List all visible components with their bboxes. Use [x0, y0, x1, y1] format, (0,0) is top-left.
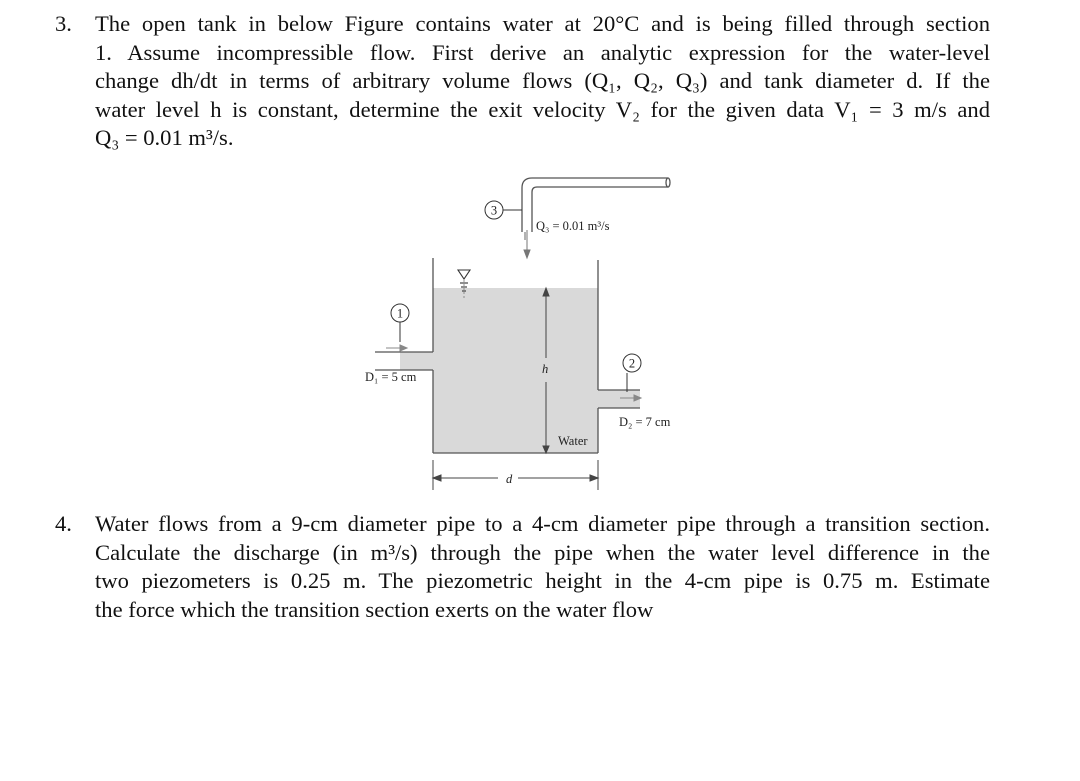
question-4-number: 4.: [55, 511, 72, 536]
question-4-line: Calculate the discharge (in m³/s) through the pipe when the water level difference in the: [95, 539, 990, 565]
question-3-line: change dh/dt in terms of arbitrary volume flows (Q₁, Q₂, Q₃) and tank diameter d. If the: [95, 68, 990, 93]
question-4-text: [95, 510, 990, 624]
station-2-marker: 2: [628, 356, 636, 371]
question-3-line: The open tank in below Figure contains water at 20°C and is being filled through section: [95, 11, 990, 36]
question-4-line: Water flows from a 9-cm diameter pipe to a 4-cm diameter pipe through a transition section.: [95, 511, 990, 536]
question-3-line: Q₃ = 0.01 m³/s.: [95, 125, 234, 150]
inflow-arrow-1: [386, 345, 407, 351]
d2-label: D₂ = 7 cm: [619, 415, 671, 429]
question-3-line: 1. Assume incompressible flow. First derive an analytic expression for the water-level: [95, 39, 990, 65]
question-3-line: water level h is constant, determine the exit velocity V₂ for the given data V₁ = 3 m/s and: [95, 96, 990, 122]
tank-diagram: [340, 170, 700, 500]
question-3: [55, 10, 990, 153]
h-label: h: [542, 362, 549, 376]
station-3-marker: 3: [490, 203, 498, 218]
d-label: d: [506, 472, 513, 486]
question-4-line: the force which the transition section exerts on the water flow: [95, 596, 654, 622]
tank-figure: [340, 170, 700, 500]
d1-label: D₁ = 5 cm: [365, 370, 417, 384]
water-fill: [400, 288, 640, 453]
question-3-text: [95, 10, 990, 153]
question-4-line: two piezometers is 0.25 m. The piezometric height in the 4-cm pipe is 0.75 m. Estimate: [95, 568, 990, 593]
station-1-marker: 1: [396, 306, 404, 321]
question-4: [55, 510, 990, 624]
water-label: Water: [558, 434, 588, 448]
q3-label: Q₃ = 0.01 m³/s: [536, 219, 610, 233]
question-3-number: 3.: [55, 11, 72, 36]
d-dimension: [433, 460, 598, 490]
